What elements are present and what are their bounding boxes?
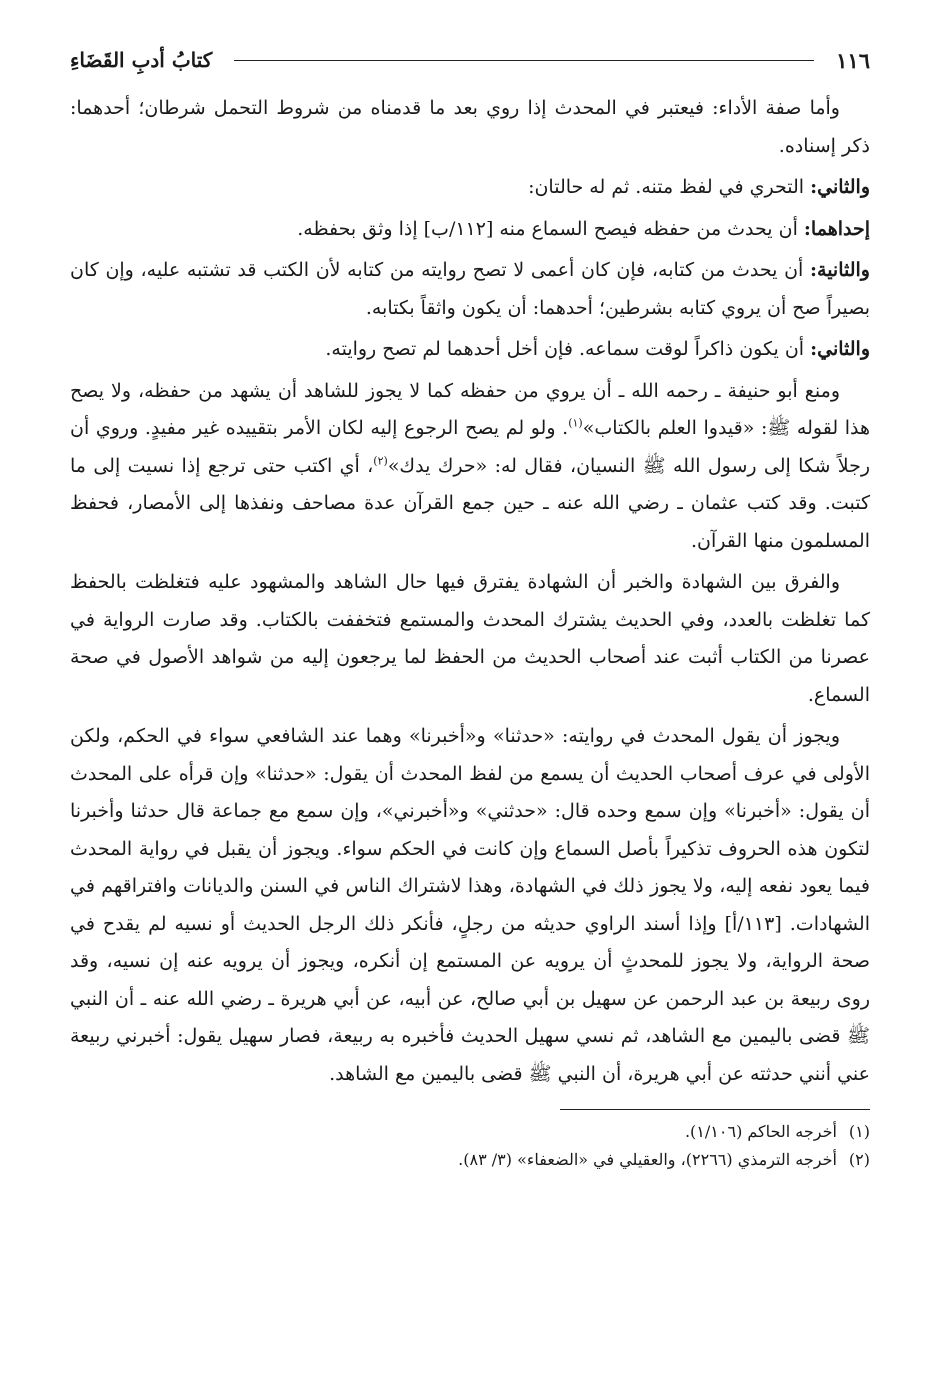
running-head xyxy=(70,40,870,80)
paragraph-1 xyxy=(70,90,870,165)
book-title: كتابُ أدبِ القَضَاءِ xyxy=(70,48,213,72)
header-rule xyxy=(234,60,814,61)
paragraph-text: وأما صفة الأداء: فيعتبر في المحدث إذا روي بعد ما قدمناه من شروط التحمل شرطان؛ أحدهما: ذكر إسناده. xyxy=(70,97,870,157)
paragraph-3 xyxy=(70,211,870,249)
paragraph-8 xyxy=(70,718,870,1093)
paragraph-label: والثانية: xyxy=(810,259,870,281)
paragraph-label: والثاني: xyxy=(810,176,870,198)
footnote-text: أخرجه الترمذي (٢٢٦٦)، والعقيلي في «الضعفاء» (٣/ ٨٣). xyxy=(458,1150,837,1169)
paragraph-label: إحداهما: xyxy=(803,217,870,240)
body-text xyxy=(70,90,870,1093)
footnote-ref-1[interactable]: (١) xyxy=(568,416,583,430)
footnote-2 xyxy=(70,1146,870,1174)
paragraph-2 xyxy=(70,169,870,207)
page-number: ١١٦ xyxy=(836,47,870,73)
footnote-marker: (٢) xyxy=(848,1150,870,1169)
footnote-rule xyxy=(560,1109,870,1110)
paragraph-text: التحري في لفظ متنه. ثم له حالتان: xyxy=(528,176,811,198)
footnote-1 xyxy=(70,1118,870,1146)
footnotes xyxy=(70,1118,870,1174)
paragraph-text: ويجوز أن يقول المحدث في روايته: «حدثنا» و«أخبرنا» وهما عند الشافعي سواء في الحكم، ولكن الأولى في عرف أصحاب الحديث أن يسمع من لفظ المحدث أن يقول: «حدثنا» وإن قرأه على المحدث أن يقول: «أخبرنا» وإن سمع وحده قال: «حدثني» و«أخبرني»، وإن سمع مع جماعة قال حدثنا وأخبرنا لتكون هذه الحروف تذكيراً بأصل السماع وإن كانت في الحكم سواء. ويجوز أن يقبل في رواية المحدث فيما يعود نفعه إليه، ولا يجوز ذلك في الشهادة، وهذا لاشتراك الناس في السنن والديانات وافتراقهم في الشهادات. [١١٣/أ] وإذا أسند الراوي حديثه من رجلٍ، فأنكر ذلك الرجل الحديث أو نسيه لم يقدح في صحة الرواية، ولا يجوز للمحدثٍ أن يرويه عن المستمع إن أنكره، ويجوز أن يرويه عنه إن نسيه، وقد روى ربيعة بن عبد الرحمن عن سهيل بن أبي صالح، عن أبيه، عن أبي هريرة ـ رضي الله عنه ـ أن النبي ﷺ قضى باليمين مع الشاهد، ثم نسي سهيل الحديث فأخبره به ربيعة، فصار سهيل يقول: أخبرني ربيعة عني أنني حدثته عن أبي هريرة، أن النبي ﷺ قضى باليمين مع الشاهد. xyxy=(70,725,870,1085)
paragraph-text: والفرق بين الشهادة والخبر أن الشهادة يفترق فيها حال الشاهد والمشهود عليه فتغلظت بالحفظ كما تغلظت بالعدد، وفي الحديث يشترك المحدث والمستمع فتخففت بالكتاب. وقد صارت الرواية في عصرنا من الكتاب أثبت عند أصحاب الحديث من الحفظ لما يرجعون إليه من شواهد الأصول في صحة السماع. xyxy=(70,571,870,706)
paragraph-4 xyxy=(70,252,870,327)
paragraph-text: أن يكون ذاكراً لوقت سماعه. فإن أخل أحدهما لم تصح روايته. xyxy=(325,338,811,360)
paragraph-text-cont: ، أي اكتب حتى ترجع إذا نسيت إلى ما كتبت. وقد كتب عثمان ـ رضي الله عنه ـ حين جمع القرآن عدة مصاحف ونفذها إلى الأمصار، فحفظ المسلمون منها القرآن. xyxy=(70,454,870,552)
paragraph-7 xyxy=(70,564,870,714)
paragraph-text: ومنع أبو حنيفة ـ رحمه الله ـ أن يروي من حفظه كما لا يجوز للشاهد أن يشهد من حفظه، ولا يصح هذا لقوله ﷺ: «قيدوا العلم بالكتاب» xyxy=(70,379,870,439)
paragraph-text: أن يحدث من كتابه، فإن كان أعمى لا تصح روايته من كتابه لأن الكتب قد تشتبه عليه، وإن كان بصيراً صح أن يروي كتابه بشرطين؛ أحدهما: أن يكون واثقاً بكتابه. xyxy=(70,259,870,319)
footnote-text: أخرجه الحاكم (١/١٠٦). xyxy=(684,1122,837,1141)
paragraph-label: والثاني: xyxy=(810,338,870,360)
paragraph-6 xyxy=(70,373,870,561)
footnote-marker: (١) xyxy=(848,1122,870,1141)
paragraph-text: أن يحدث من حفظه فيصح السماع منه [١١٢/ب] إذا وثق بحفظه. xyxy=(297,217,804,240)
page xyxy=(70,40,870,1174)
paragraph-5 xyxy=(70,331,870,369)
footnote-ref-2[interactable]: (٢) xyxy=(373,454,388,468)
paragraph-text-cont: . ولو لم يصح الرجوع إليه لكان الأمر بتقييده غير مفيدٍ. وروي أن رجلاً شكا إلى رسول الله ﷺ النسيان، فقال له: «حرك يدك» xyxy=(70,417,870,477)
